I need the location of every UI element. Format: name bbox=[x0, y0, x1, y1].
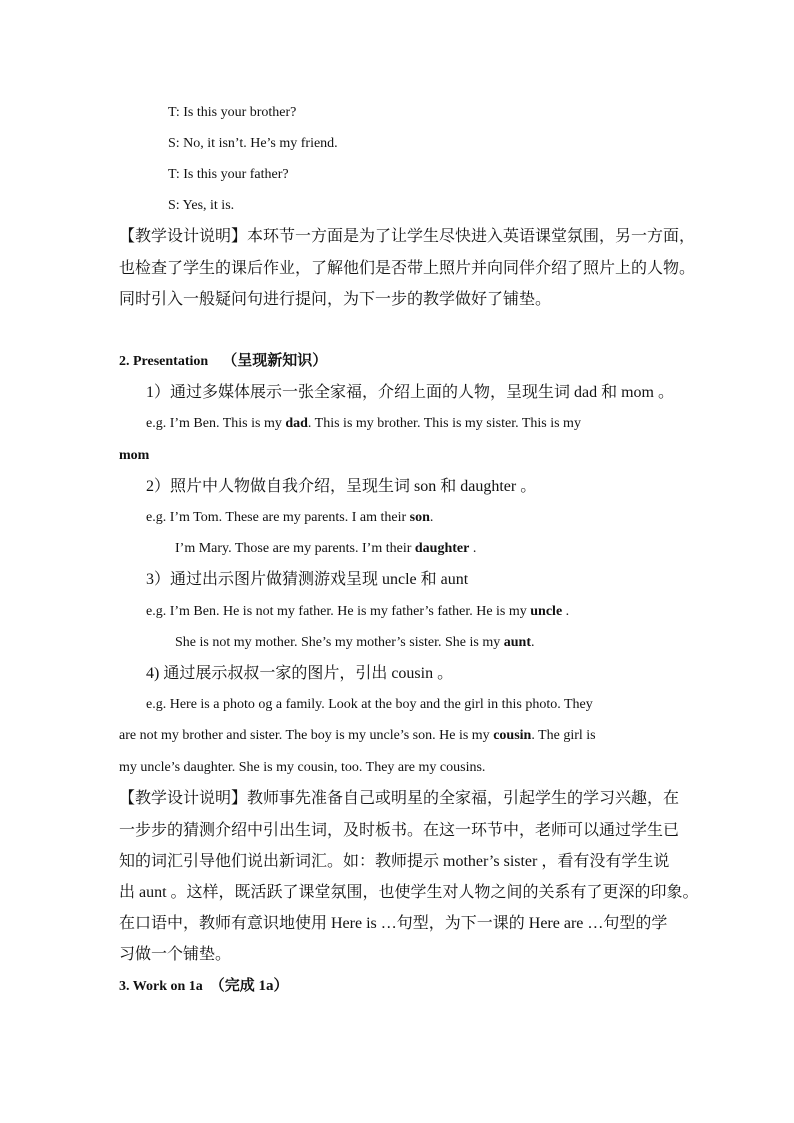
dialogue-line-1: T: Is this your brother? bbox=[168, 105, 297, 120]
dialogue-line-2: S: No, it isn’t. He’s my friend. bbox=[168, 136, 338, 151]
example-4-line-3: my uncle’s daughter. She is my cousin, too. They are my cousins. bbox=[119, 760, 486, 775]
keyword-daughter: daughter bbox=[414, 541, 470, 556]
example-3b-text-a: She is not my mother. She’s my mother’s sister. She is my bbox=[175, 635, 504, 650]
dialogue-line-4: S: Yes, it is. bbox=[168, 198, 235, 213]
example-3-text-c: . bbox=[562, 604, 570, 619]
example-4-text-c: . The girl is bbox=[531, 728, 596, 743]
example-1 bbox=[146, 414, 581, 434]
keyword-aunt: aunt bbox=[503, 635, 531, 650]
section-2-title: 2. Presentation bbox=[119, 354, 209, 369]
step-1: 1）通过多媒体展示一张全家福，介绍上面的人物，呈现生词 dad 和 mom 。 bbox=[146, 384, 674, 401]
example-1-text-a: e.g. I’m Ben. This is my bbox=[146, 416, 286, 431]
keyword-uncle: uncle bbox=[530, 604, 563, 619]
example-4-line-1: e.g. Here is a photo og a family. Look at the boy and the girl in this photo. They bbox=[146, 697, 593, 712]
design-note-1-line-1: 【教学设计说明】本环节一方面是为了让学生尽快进入英语课堂氛围，另一方面， bbox=[119, 228, 696, 245]
example-1-continued bbox=[119, 446, 149, 466]
design-note-2-line-4: 出 aunt 。这样，既活跃了课堂氛围，也使学生对人物之间的关系有了更深的印象。 bbox=[119, 884, 699, 901]
section-3-heading bbox=[119, 976, 289, 997]
design-note-2-line-3: 知的词汇引导他们说出新词汇。如：教师提示 mother’s sister ，看有没有学生说 bbox=[119, 853, 670, 870]
example-3b bbox=[175, 633, 534, 653]
example-2 bbox=[146, 508, 433, 528]
example-4-text-a: are not my brother and sister. The boy is my uncle’s son. He is my bbox=[119, 728, 494, 743]
keyword-cousin: cousin bbox=[493, 728, 532, 743]
example-3-text-a: e.g. I’m Ben. He is not my father. He is my father’s father. He is my bbox=[146, 604, 531, 619]
step-3: 3）通过出示图片做猜测游戏呈现 uncle 和 aunt bbox=[146, 571, 469, 588]
design-note-2-line-5: 在口语中，教师有意识地使用 Here is …句型，为下一课的 Here are …句型的学 bbox=[119, 915, 668, 932]
design-note-1-line-2: 也检查了学生的课后作业，了解他们是否带上照片并向同伴介绍了照片上的人物。 bbox=[119, 260, 696, 277]
design-note-2-line-1: 【教学设计说明】教师事先准备自己或明星的全家福，引起学生的学习兴趣，在 bbox=[119, 790, 680, 807]
example-2-text-c: . bbox=[429, 510, 434, 525]
keyword-dad: dad bbox=[285, 416, 308, 431]
example-2b bbox=[175, 539, 476, 559]
step-4: 4) 通过展示叔叔一家的图片，引出 cousin 。 bbox=[146, 665, 454, 682]
dialogue-line-3: T: Is this your father? bbox=[168, 167, 289, 182]
keyword-son: son bbox=[409, 510, 430, 525]
example-3 bbox=[146, 602, 569, 622]
section-2-heading bbox=[119, 351, 327, 372]
section-2-title-cn: （呈现新知识） bbox=[222, 353, 328, 369]
design-note-2-line-6: 习做一个铺垫。 bbox=[119, 946, 232, 963]
design-note-1-line-3: 同时引入一般疑问句进行提问，为下一步的教学做好了铺垫。 bbox=[119, 291, 552, 308]
example-4-line-2 bbox=[119, 726, 596, 746]
example-2b-text-a: I’m Mary. Those are my parents. I’m their bbox=[175, 541, 415, 556]
example-1-text-c: . This is my brother. This is my sister. This is my bbox=[307, 416, 581, 431]
step-2: 2）照片中人物做自我介绍，呈现生词 son 和 daughter 。 bbox=[146, 478, 537, 495]
example-3b-text-c: . bbox=[530, 635, 535, 650]
section-3-title-cn: （完成 1a） bbox=[209, 978, 289, 994]
keyword-mom: mom bbox=[119, 448, 150, 463]
example-2b-text-c: . bbox=[469, 541, 477, 556]
design-note-2-line-2: 一步步的猜测介绍中引出生词，及时板书。在这一环节中，老师可以通过学生已 bbox=[119, 822, 680, 839]
section-3-title: 3. Work on 1a bbox=[119, 979, 203, 994]
example-2-text-a: e.g. I’m Tom. These are my parents. I am their bbox=[146, 510, 410, 525]
